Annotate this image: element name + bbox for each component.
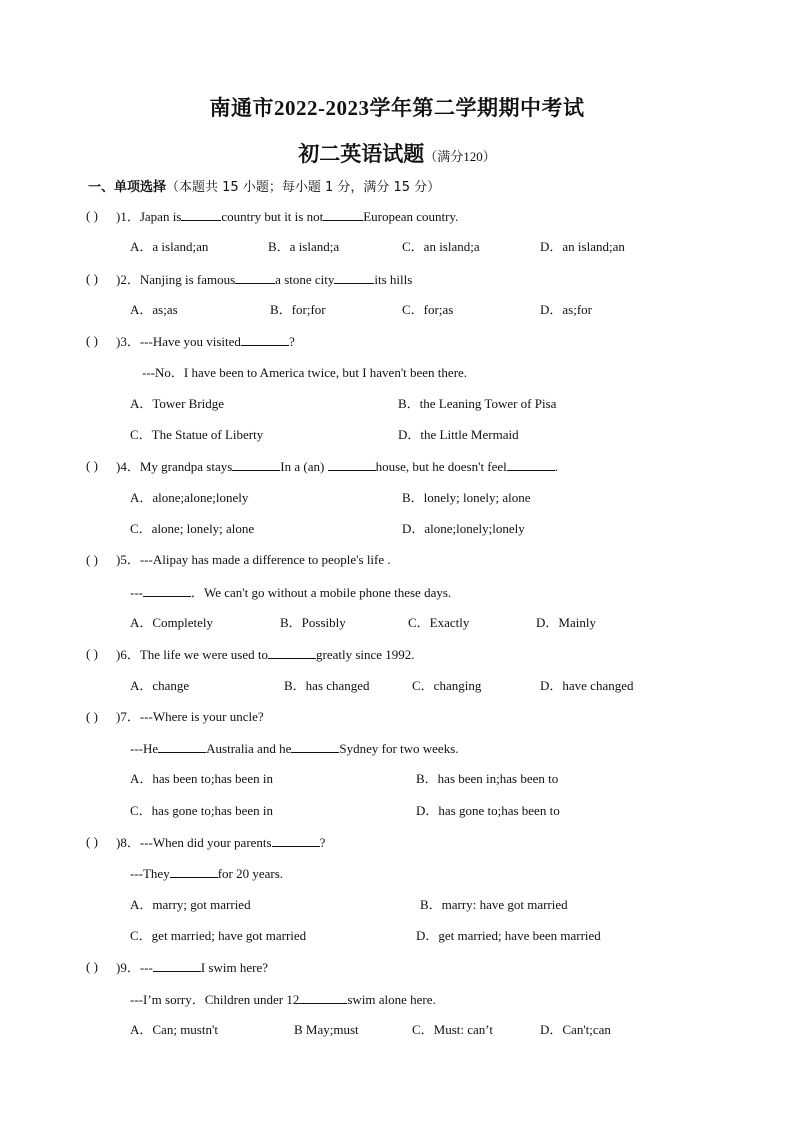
answer-bracket[interactable]: ( ) (86, 834, 98, 849)
answer-blank[interactable] (334, 271, 374, 284)
option-c[interactable]: C．Exactly (408, 614, 470, 630)
question-text: swim alone here. (347, 991, 436, 1007)
exam-title: 南通市2022-2023学年第二学期期中考试 (209, 96, 585, 120)
bracket-close: ) (116, 835, 121, 850)
option-b[interactable]: B．for;for (270, 301, 326, 317)
question-text: Australia and he (206, 741, 292, 757)
bracket-close: ) (116, 209, 121, 224)
question-dialogue-line (130, 991, 436, 1008)
bracket-close: ) (116, 271, 121, 287)
question-text: I swim here? (200, 960, 268, 976)
question-dialogue-line (130, 865, 283, 882)
option-d[interactable]: D．an island;an (540, 239, 625, 255)
question-text: European country. (363, 209, 459, 224)
question-text: greatly since 1992. (315, 647, 415, 663)
answer-bracket[interactable]: ( ) (86, 208, 98, 223)
option-d[interactable]: D．alone;lonely;lonely (402, 521, 525, 536)
question-stem (116, 271, 412, 288)
option-d[interactable]: D．Can't;can (540, 1021, 611, 1037)
answer-bracket[interactable]: ( ) (86, 333, 98, 349)
question-text: 2．Nanjing is famous (120, 271, 236, 287)
bracket-close: ) (116, 708, 121, 724)
exam-subtitle (0, 138, 794, 168)
answer-blank[interactable] (507, 458, 555, 471)
question-stem (116, 834, 325, 851)
answer-bracket[interactable]: ( ) (86, 708, 98, 724)
section-heading (88, 176, 440, 195)
question-dialogue-line (130, 584, 451, 601)
answer-blank[interactable] (291, 740, 339, 753)
option-d[interactable]: D．get married; have been married (416, 927, 601, 943)
subtitle-text: 初二英语试题 (298, 142, 425, 166)
question-text: 1．Japan is (120, 209, 182, 224)
answer-bracket[interactable]: ( ) (86, 552, 98, 568)
question-text: 5．---Alipay has made a difference to people's life . (120, 552, 391, 568)
answer-blank[interactable] (241, 333, 289, 346)
option-a[interactable]: A．Completely (130, 614, 214, 630)
bracket-close: ) (116, 459, 121, 475)
question-dialogue-line (130, 740, 459, 757)
option-b[interactable]: B．a island;a (268, 239, 340, 255)
option-a[interactable]: A．as;as (130, 301, 178, 317)
bracket-close: ) (116, 960, 121, 976)
option-b[interactable]: B．marry: have got married (420, 896, 568, 912)
option-c[interactable]: C．changing (412, 677, 482, 693)
answer-blank[interactable] (328, 458, 376, 471)
question-text: country but it is not (221, 209, 324, 224)
question-text: ---I’m sorry．Children under 12 (130, 991, 300, 1007)
question-stem (116, 458, 558, 475)
option-a[interactable]: A．marry; got married (130, 896, 251, 912)
question-text: 8．---When did your parents (120, 835, 272, 850)
question-stem (116, 959, 268, 976)
option-b[interactable]: B．has been in;has been to (416, 771, 559, 787)
option-d[interactable]: D．as;for (540, 301, 592, 317)
option-b[interactable]: B．the Leaning Tower of Pisa (398, 395, 557, 411)
option-a[interactable]: A．change (130, 677, 190, 693)
option-d[interactable]: D．Mainly (536, 614, 596, 630)
bracket-close: ) (116, 334, 121, 350)
answer-blank[interactable] (232, 458, 280, 471)
question-text: a stone city (275, 271, 335, 287)
answer-blank[interactable] (158, 740, 206, 753)
option-c[interactable]: C．The Statue of Liberty (130, 427, 264, 443)
option-a[interactable]: A．Tower Bridge (130, 395, 225, 411)
option-a[interactable]: A．a island;an (130, 239, 209, 255)
option-b[interactable]: B．has changed (284, 677, 370, 693)
answer-bracket[interactable]: ( ) (86, 646, 98, 662)
question-text: ．We can't go without a mobile phone these days. (191, 584, 452, 600)
answer-blank[interactable] (143, 584, 191, 597)
question-text: 3．---Have you visited (120, 334, 241, 350)
option-a[interactable]: A．alone;alone;lonely (130, 489, 249, 505)
question-stem (116, 333, 295, 350)
question-text: for 20 years. (217, 866, 284, 882)
question-stem (116, 646, 415, 663)
answer-blank[interactable] (299, 991, 347, 1004)
option-a[interactable]: A．Can; mustn't (130, 1021, 218, 1037)
answer-blank[interactable] (153, 959, 201, 972)
option-d[interactable]: D．have changed (540, 677, 634, 693)
question-text: ? (288, 334, 295, 350)
question-text: ---He (130, 741, 159, 757)
answer-blank[interactable] (272, 834, 320, 847)
section-note: （本题共 15 小题；每小题 1 分，满分 15 分） (166, 180, 441, 195)
option-b[interactable]: B May;must (294, 1021, 359, 1037)
question-text: . (554, 459, 559, 475)
option-d[interactable]: D．the Little Mermaid (398, 427, 519, 443)
question-text: Sydney for two weeks. (339, 741, 459, 757)
question-text: 6．The life we were used to (120, 647, 268, 663)
answer-bracket[interactable]: ( ) (86, 458, 98, 474)
answer-blank[interactable] (235, 271, 275, 284)
answer-bracket[interactable]: ( ) (86, 959, 98, 975)
bracket-close: ) (116, 647, 121, 663)
question-text: 9．--- (120, 960, 153, 976)
question-stem (116, 552, 391, 568)
answer-blank[interactable] (170, 865, 218, 878)
option-b[interactable]: B．Possibly (280, 614, 346, 630)
question-text: In a (an) (280, 459, 328, 475)
option-c[interactable]: C．for;as (402, 301, 454, 317)
answer-bracket[interactable]: ( ) (86, 270, 98, 286)
question-text: its hills (374, 271, 413, 287)
question-text: ---No．I have been to America twice, but I haven't been there. (142, 364, 468, 380)
option-c[interactable]: C．alone; lonely; alone (130, 521, 255, 536)
question-text: ---They (130, 866, 170, 882)
bracket-close: ) (116, 552, 121, 568)
answer-blank[interactable] (268, 646, 316, 659)
question-text: ? (319, 835, 326, 850)
score-note: （满分120） (424, 149, 496, 164)
question-text: 7．---Where is your uncle? (120, 708, 264, 724)
question-text: --- (130, 584, 143, 600)
option-c[interactable]: C．an island;a (402, 239, 480, 255)
option-d[interactable]: D．has gone to;has been to (416, 802, 560, 818)
answer-blank[interactable] (323, 208, 363, 221)
option-b[interactable]: B．lonely; lonely; alone (402, 489, 531, 505)
option-c[interactable]: C．get married; have got married (130, 927, 307, 943)
question-stem (116, 208, 458, 225)
question-stem (116, 709, 264, 725)
answer-blank[interactable] (181, 208, 221, 221)
section-label: 一、单项选择 (88, 180, 167, 195)
question-text: 4．My grandpa stays (120, 459, 233, 475)
option-a[interactable]: A．has been to;has been in (130, 771, 273, 787)
option-c[interactable]: C．Must: can’t (412, 1021, 494, 1037)
option-c[interactable]: C．has gone to;has been in (130, 802, 273, 818)
question-text: house, but he doesn't feel (375, 459, 507, 475)
question-dialogue-line (142, 365, 467, 381)
